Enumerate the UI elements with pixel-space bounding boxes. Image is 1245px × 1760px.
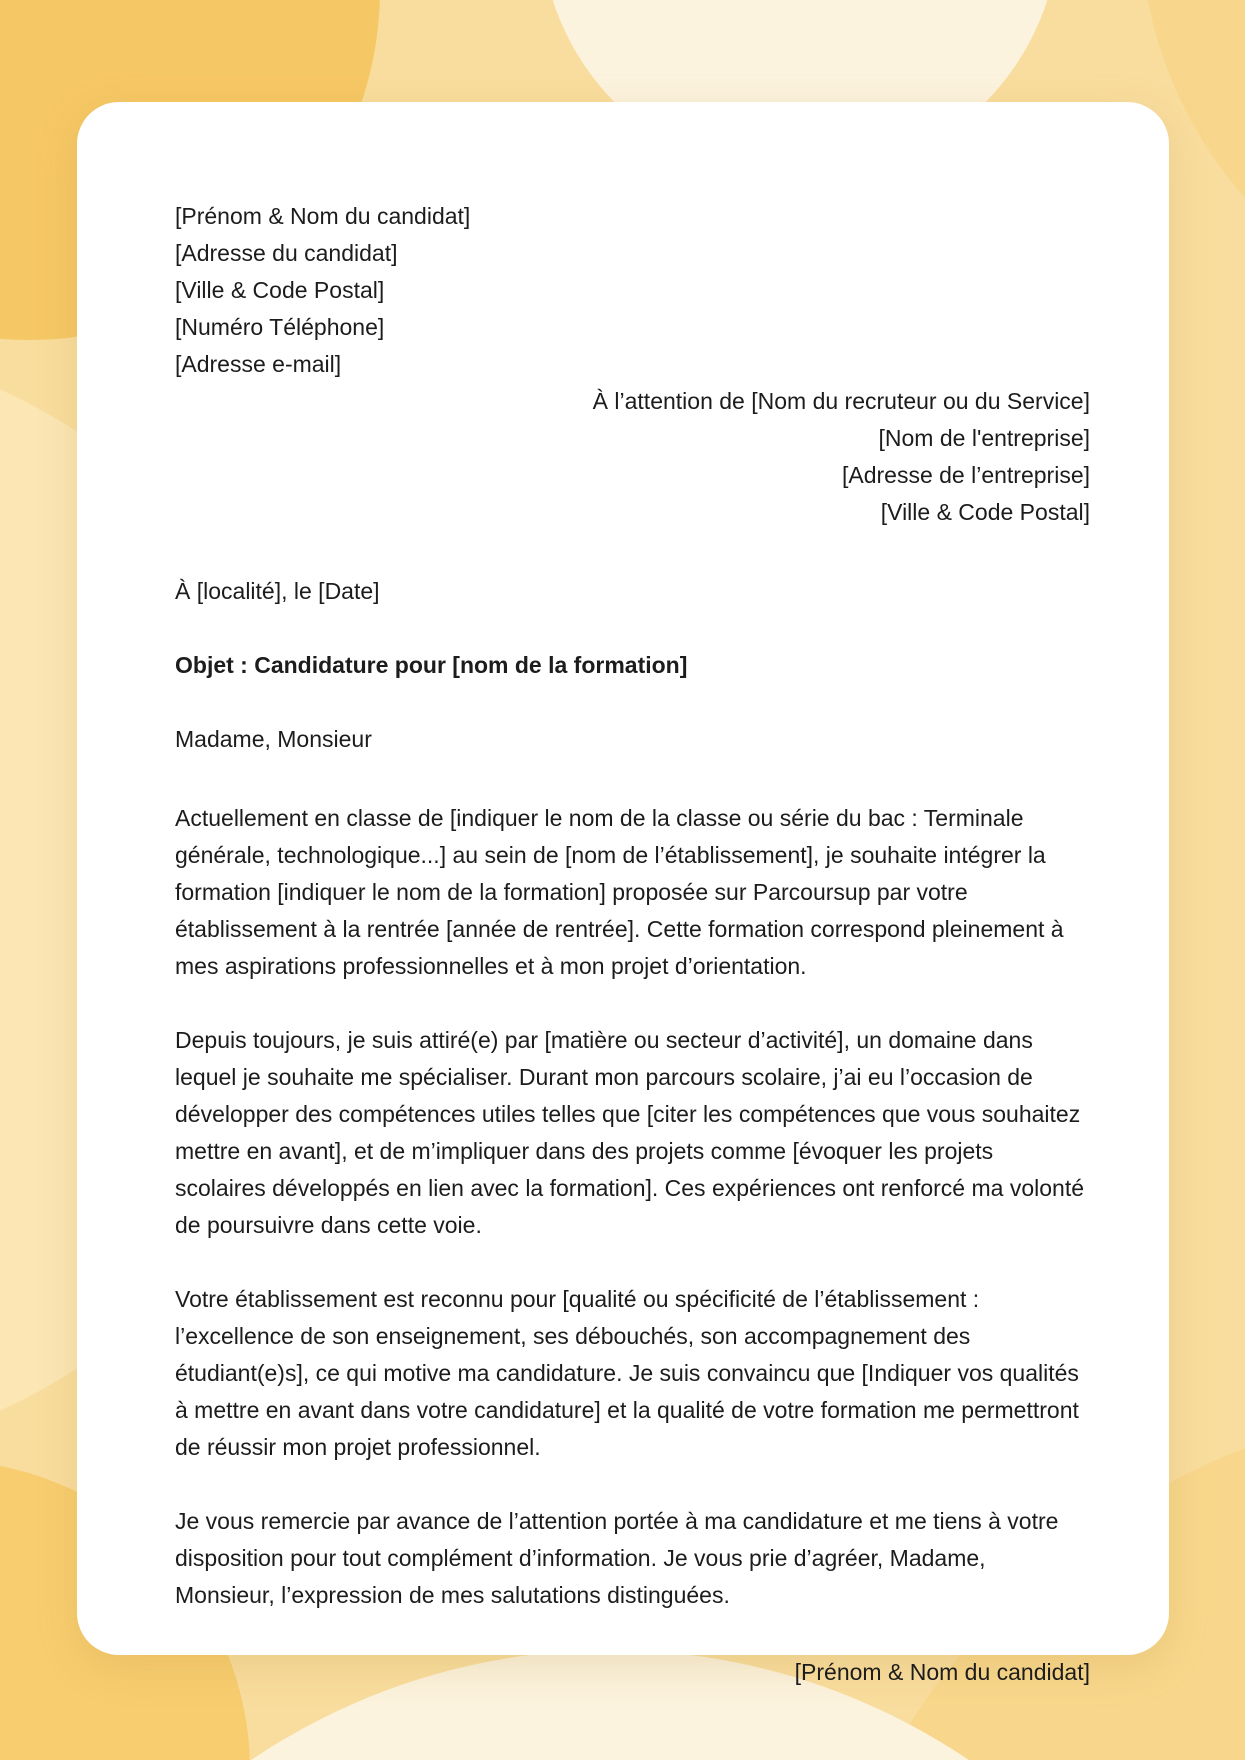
recipient-city-postal: [Ville & Code Postal] bbox=[880, 499, 1090, 525]
paragraph-closing: Je vous remercie par avance de l’attention portée à ma candidature et me tiens à votre disposition pour tout complément d’information. Je vous prie d’agréer, Madame, Monsieur, l’expression de mes salutations distinguées. bbox=[175, 1508, 1059, 1608]
sender-address-block bbox=[175, 198, 1090, 383]
letter-card bbox=[77, 102, 1169, 1685]
sender-email: [Adresse e-mail] bbox=[175, 351, 342, 377]
recipient-attention: À l’attention de [Nom du recruteur ou du Service] bbox=[592, 388, 1090, 414]
subject-line: Objet : Candidature pour [nom de la formation] bbox=[175, 652, 688, 678]
sender-name: [Prénom & Nom du candidat] bbox=[175, 203, 471, 229]
recipient-address-block bbox=[175, 383, 1090, 531]
signature-name: [Prénom & Nom du candidat] bbox=[794, 1659, 1090, 1685]
sender-city-postal: [Ville & Code Postal] bbox=[175, 277, 385, 303]
paragraph-motivation: Depuis toujours, je suis attiré(e) par [matière ou secteur d’activité], un domaine dans lequel je souhaite me spécialiser. Durant mon parcours scolaire, j’ai eu l’occasion de développer des compétences utiles telles que [citer les compétences que vous souhaitez mettre en avant], et de m’impliquer dans des projets comme [évoquer les projets scolaires développés en lien avec la formation]. Ces expériences ont renforcé ma volonté de poursuivre dans cette voie. bbox=[175, 1027, 1084, 1238]
salutation: Madame, Monsieur bbox=[175, 726, 372, 752]
recipient-address: [Adresse de l’entreprise] bbox=[841, 462, 1090, 488]
sender-phone: [Numéro Téléphone] bbox=[175, 314, 385, 340]
date-line: À [localité], le [Date] bbox=[175, 578, 380, 604]
recipient-company: [Nom de l'entreprise] bbox=[878, 425, 1090, 451]
sender-address: [Adresse du candidat] bbox=[175, 240, 398, 266]
paragraph-establishment: Votre établissement est reconnu pour [qualité ou spécificité de l’établissement : l’excellence de son enseignement, ses débouchés, son accompagnement des étudiant(e)s], ce qui motive ma candidature. Je suis convaincu que [Indiquer vos qualités à mettre en avant dans votre candidature] et la qualité de votre formation me permettront de réussir mon projet professionnel. bbox=[175, 1286, 1079, 1460]
paragraph-introduction: Actuellement en classe de [indiquer le nom de la classe ou série du bac : Terminale générale, technologique...] au sein de [nom de l’établissement], je souhaite intégrer la formation [indiquer le nom de la formation] proposée sur Parcoursup par votre établissement à la rentrée [année de rentrée]. Cette formation correspond pleinement à mes aspirations professionnelles et à mon projet d’orientation. bbox=[175, 805, 1064, 979]
